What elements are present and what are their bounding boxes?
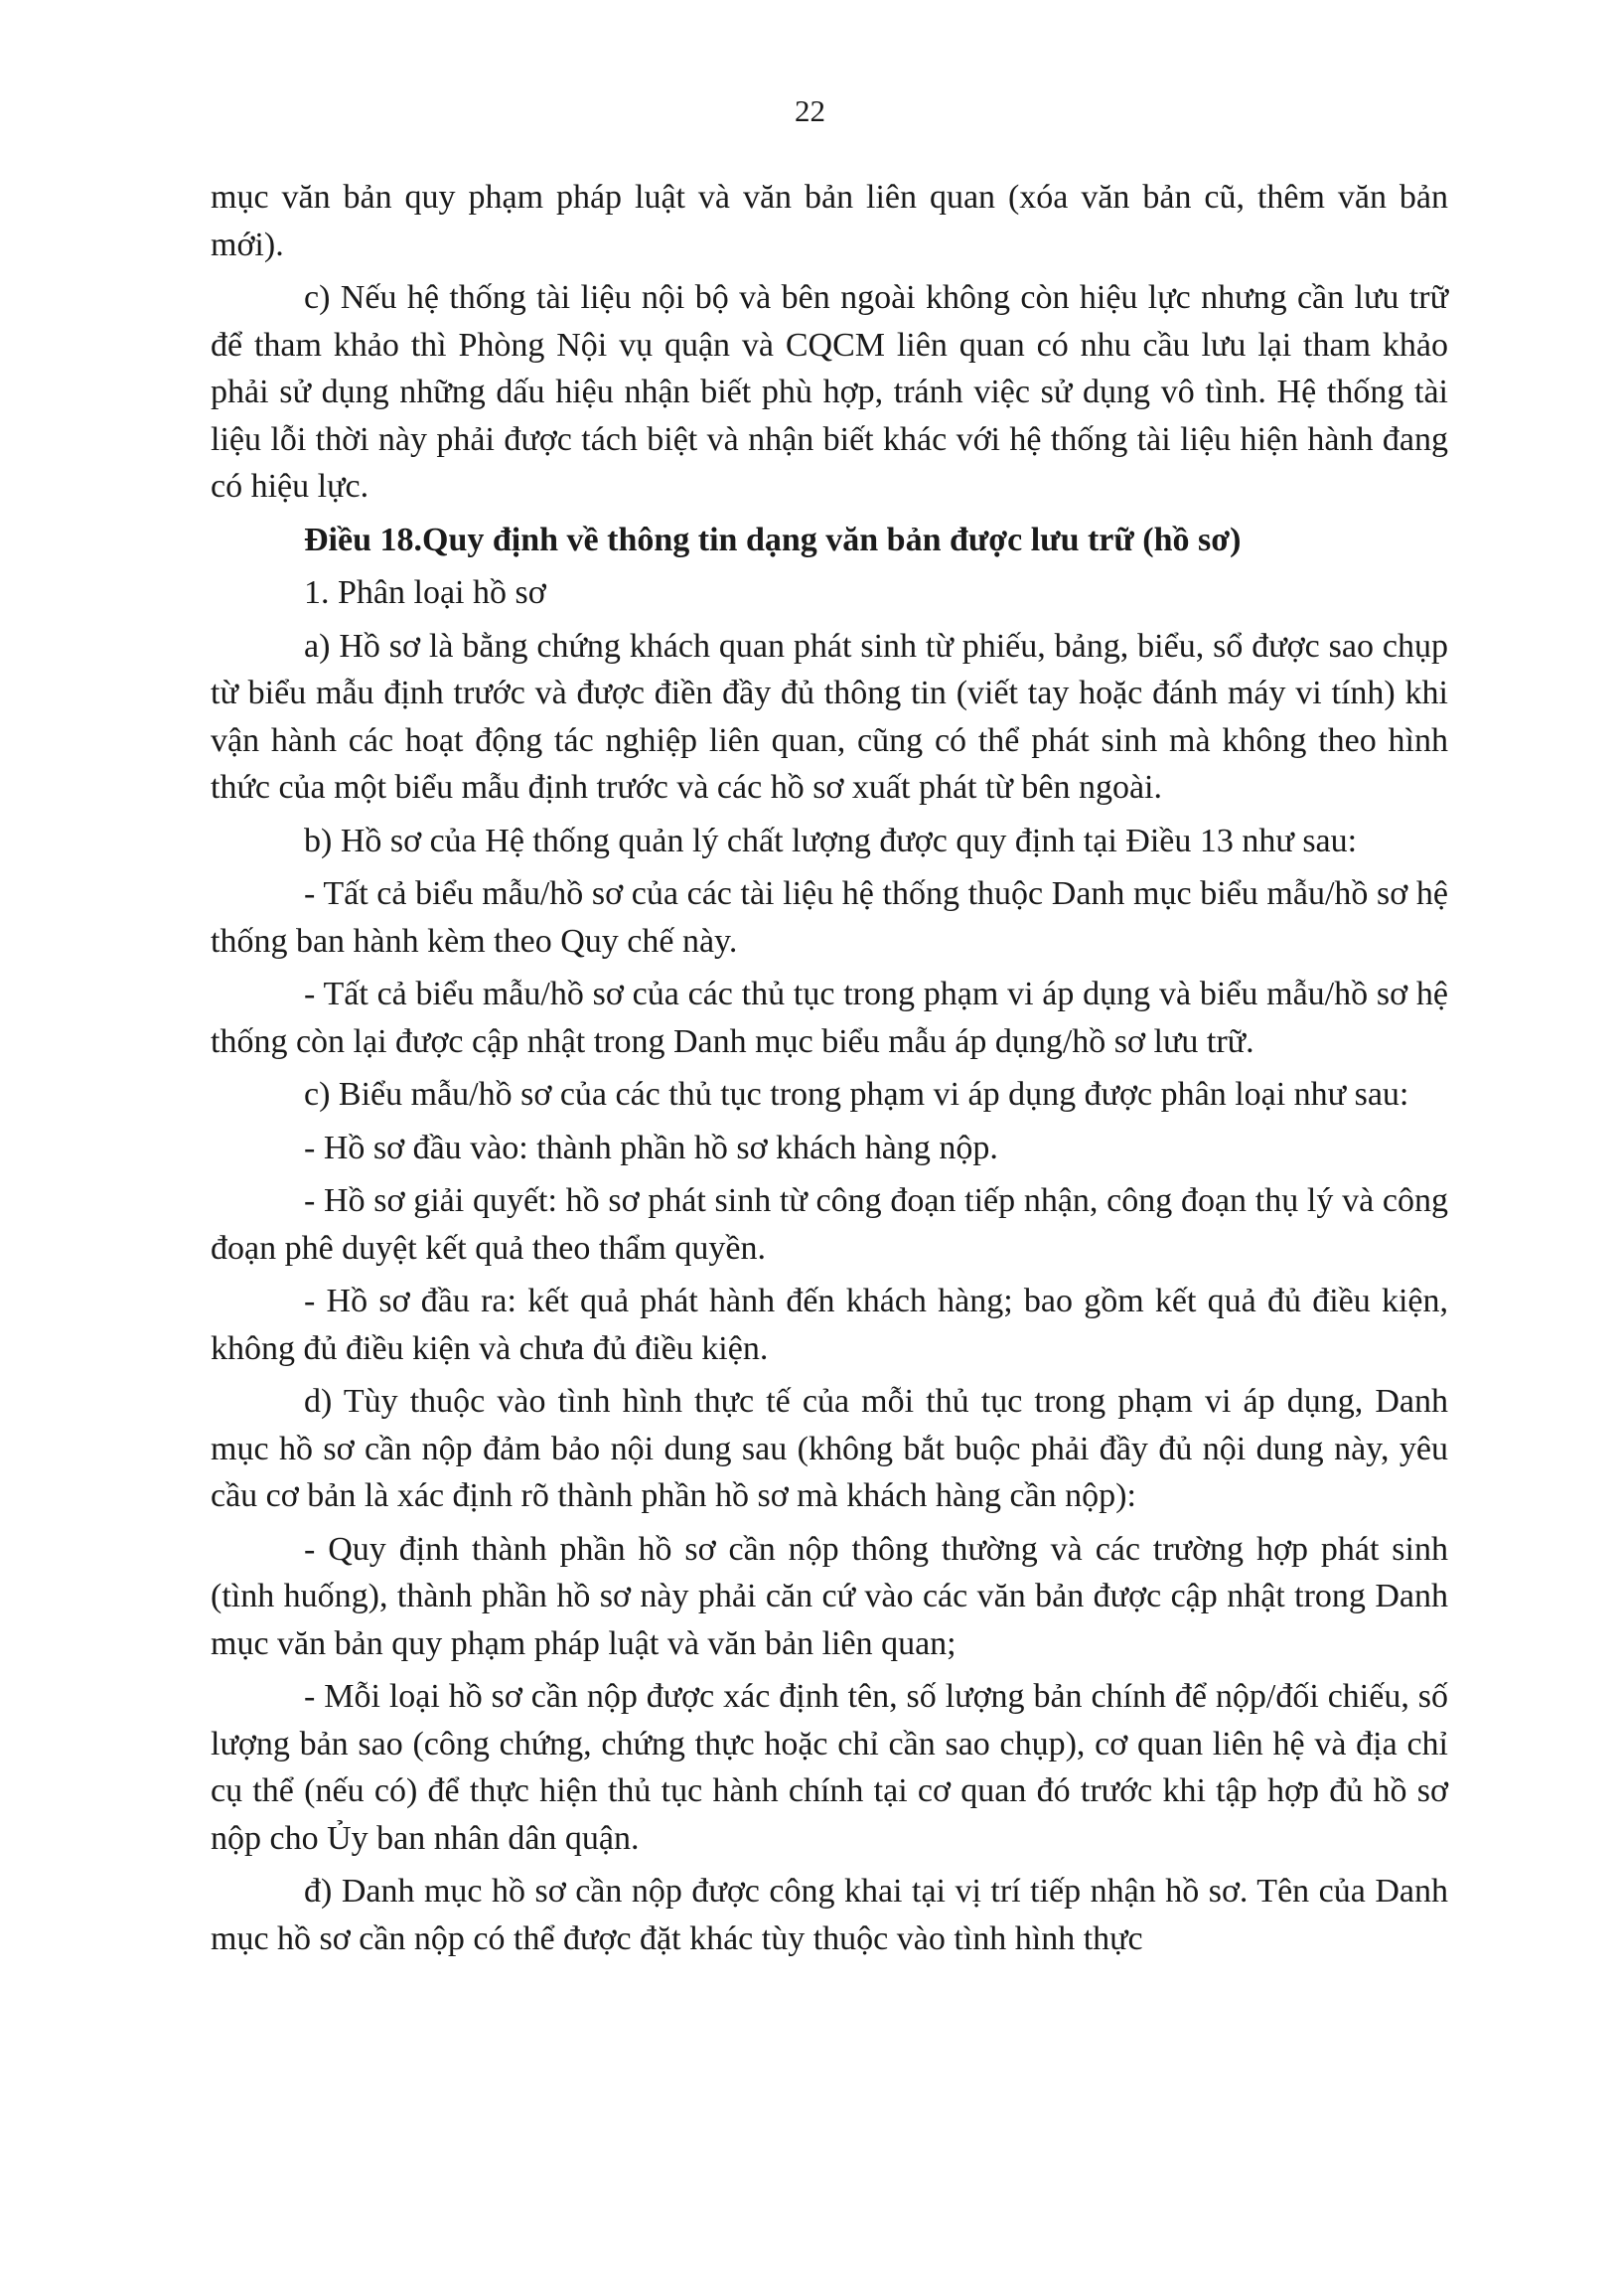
paragraph-c-classification: c) Biểu mẫu/hồ sơ của các thủ tục trong phạm vi áp dụng được phân loại như sau:	[304, 1076, 1409, 1113]
bullet-output-records: - Hồ sơ đầu ra: kết quả phát hành đến khách hàng; bao gồm kết quả đủ điều kiện, không đủ điều kiện và chưa đủ điều kiện.	[211, 1283, 1448, 1367]
paragraph-dd-public-list: đ) Danh mục hồ sơ cần nộp được công khai tại vị trí tiếp nhận hồ sơ. Tên của Danh mục hồ sơ cần nộp có thể được đặt khác tùy thuộc vào tình hình thực	[211, 1873, 1448, 1957]
bullet-document-details: - Mỗi loại hồ sơ cần nộp được xác định tên, số lượng bản chính để nộp/đối chiếu, số lượng bản sao (công chứng, chứng thực hoặc chỉ cần sao chụp), cơ quan liên hệ và địa chỉ cụ thể (nếu có) để thực hiện thủ tục hành chính tại cơ quan đó trước khi tập hợp đủ hồ sơ nộp cho Ủy ban nhân dân quận.	[211, 1678, 1448, 1857]
article-18-heading: Điều 18.Quy định về thông tin dạng văn bản được lưu trữ (hồ sơ)	[304, 521, 1242, 558]
section-1-heading: 1. Phân loại hồ sơ	[304, 574, 546, 611]
paragraph-a-definition: a) Hồ sơ là bằng chứng khách quan phát sinh từ phiếu, bảng, biểu, sổ được sao chụp từ biểu mẫu định trước và được điền đầy đủ thông tin (viết tay hoặc đánh máy vi tính) khi vận hành các hoạt động tác nghiệp liên quan, cũng có thể phát sinh mà không theo hình thức của một biểu mẫu định trước và các hồ sơ xuất phát từ bên ngoài.	[211, 627, 1448, 806]
bullet-procedure-forms: - Tất cả biểu mẫu/hồ sơ của các thủ tục trong phạm vi áp dụng và biểu mẫu/hồ sơ hệ thống còn lại được cập nhật trong Danh mục biểu mẫu áp dụng/hồ sơ lưu trữ.	[211, 976, 1448, 1060]
paragraph-d-required-documents: d) Tùy thuộc vào tình hình thực tế của mỗi thủ tục trong phạm vi áp dụng, Danh mục hồ sơ cần nộp đảm bảo nội dung sau (không bắt buộc phải đầy đủ nội dung này, yêu cầu cơ bản là xác định rõ thành phần hồ sơ mà khách hàng cần nộp):	[211, 1383, 1448, 1514]
bullet-system-forms: - Tất cả biểu mẫu/hồ sơ của các tài liệu hệ thống thuộc Danh mục biểu mẫu/hồ sơ hệ thống ban hành kèm theo Quy chế này.	[211, 875, 1448, 960]
paragraph-b-qms-records: b) Hồ sơ của Hệ thống quản lý chất lượng được quy định tại Điều 13 như sau:	[304, 822, 1358, 859]
document-body	[211, 174, 1448, 1968]
bullet-input-records: - Hồ sơ đầu vào: thành phần hồ sơ khách hàng nộp.	[304, 1129, 998, 1166]
page-number: 22	[795, 93, 825, 128]
paragraph-continuation: mục văn bản quy phạm pháp luật và văn bản liên quan (xóa văn bản cũ, thêm văn bản mới).	[211, 179, 1448, 263]
bullet-document-composition: - Quy định thành phần hồ sơ cần nộp thông thường và các trường hợp phát sinh (tình huống), thành phần hồ sơ này phải căn cứ vào các văn bản được cập nhật trong Danh mục văn bản quy phạm pháp luật và văn bản liên quan;	[211, 1530, 1448, 1662]
paragraph-c-obsolete-documents: c) Nếu hệ thống tài liệu nội bộ và bên ngoài không còn hiệu lực nhưng cần lưu trữ để tham khảo thì Phòng Nội vụ quận và CQCM liên quan có nhu cầu lưu lại tham khảo phải sử dụng những dấu hiệu nhận biết phù hợp, tránh việc sử dụng vô tình. Hệ thống tài liệu lỗi thời này phải được tách biệt và nhận biết khác với hệ thống tài liệu hiện hành đang có hiệu lực.	[211, 279, 1448, 505]
bullet-processing-records: - Hồ sơ giải quyết: hồ sơ phát sinh từ công đoạn tiếp nhận, công đoạn thụ lý và công đoạn phê duyệt kết quả theo thẩm quyền.	[211, 1182, 1448, 1267]
